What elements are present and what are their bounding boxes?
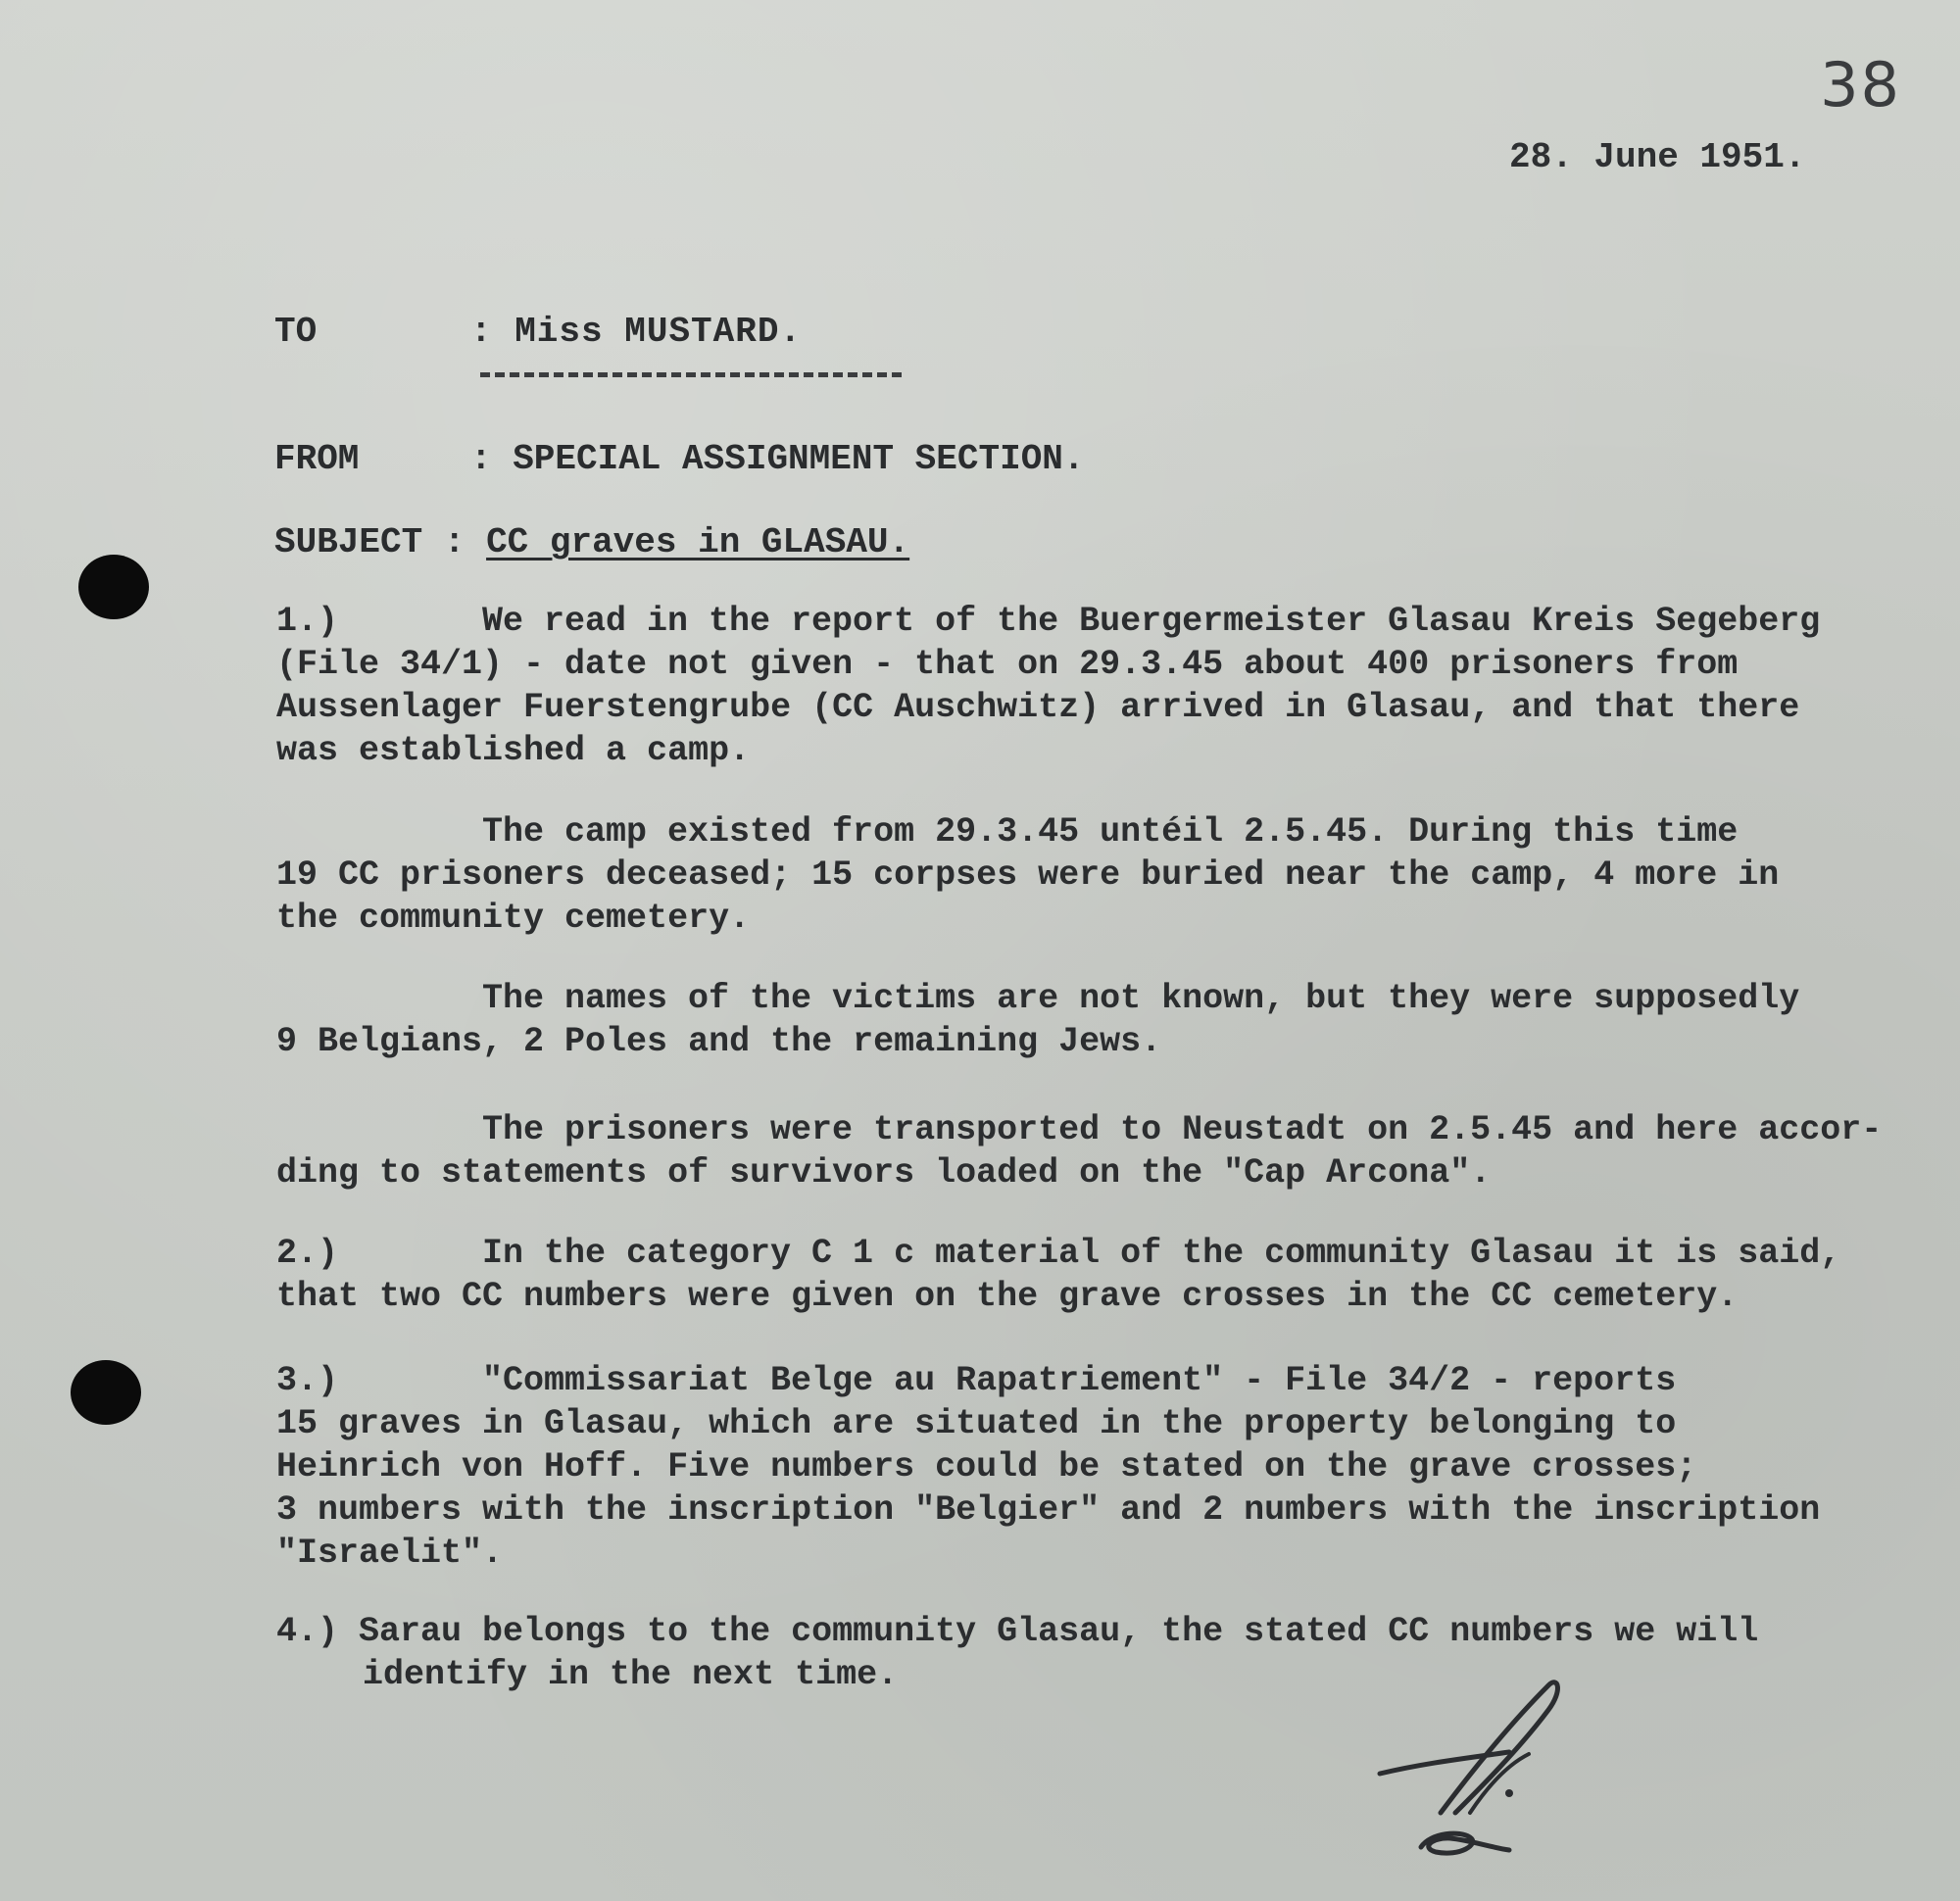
- paragraph-2: [276, 810, 1825, 940]
- paragraph-text: We read in the report of the Buergermeister Glasau Kreis Segeberg: [482, 602, 1821, 641]
- paragraph-text: The prisoners were transported to Neustadt on 2.5.45 and here accor-: [482, 1110, 1883, 1149]
- paragraph-line: Aussenlager Fuerstengrube (CC Auschwitz) arrived in Glasau, and that there: [276, 688, 1800, 727]
- to-underline-rule: [480, 372, 902, 377]
- paragraph-text: "Commissariat Belge au Rapatriement" - File 34/2 - reports: [482, 1361, 1677, 1400]
- paragraph-line: (File 34/1) - date not given - that on 29.3.45 about 400 prisoners from: [276, 645, 1739, 684]
- from-label: FROM: [274, 439, 360, 479]
- subject-label: SUBJECT: [274, 522, 423, 562]
- paragraph-line: identify in the next time.: [363, 1655, 899, 1694]
- handwritten-signature: [1362, 1666, 1578, 1862]
- from-value: : SPECIAL ASSIGNMENT SECTION.: [470, 439, 1085, 479]
- paragraph-line: [276, 977, 1825, 1020]
- paragraph-line: Heinrich von Hoff. Five numbers could be stated on the grave crosses;: [276, 1447, 1697, 1487]
- memo-date: 28. June 1951.: [1509, 137, 1806, 177]
- to-line: [274, 312, 802, 352]
- paragraph-1: [276, 600, 1825, 772]
- paragraph-line: the community cemetery.: [276, 899, 751, 938]
- paragraph-3: [276, 977, 1825, 1063]
- paragraph-4: [276, 1108, 1883, 1194]
- paragraph-text: The camp existed from 29.3.45 untéil 2.5.45. During this time: [482, 812, 1739, 852]
- to-label: TO: [274, 312, 318, 352]
- paragraph-line: 19 CC prisoners deceased; 15 corpses were buried near the camp, 4 more in: [276, 855, 1780, 895]
- punch-hole-bottom: [71, 1360, 141, 1425]
- paragraph-line: [276, 600, 1825, 643]
- paragraph-number: 1.): [276, 602, 339, 641]
- subject-line: [274, 522, 909, 562]
- to-recipient-name: MUSTARD.: [624, 312, 803, 352]
- paragraph-line: [276, 1359, 1825, 1402]
- paragraph-line: that two CC numbers were given on the grave crosses in the CC cemetery.: [276, 1277, 1739, 1316]
- paragraph-line: 15 graves in Glasau, which are situated in the property belonging to: [276, 1404, 1677, 1443]
- paragraph-line: "Israelit".: [276, 1534, 504, 1573]
- paragraph-line: [276, 1610, 1825, 1653]
- paragraph-number: 3.): [276, 1361, 339, 1400]
- paragraph-line: [276, 810, 1825, 853]
- paragraph-line: was established a camp.: [276, 731, 751, 770]
- paragraph-number: 2.): [276, 1234, 339, 1273]
- paragraph-line: [276, 1108, 1883, 1151]
- paragraph-line: 3 numbers with the inscription "Belgier" and 2 numbers with the inscription: [276, 1490, 1821, 1530]
- paragraph-text: The names of the victims are not known, but they were supposedly: [482, 979, 1800, 1018]
- subject-colon: :: [443, 522, 466, 562]
- paragraph-7: [276, 1610, 1825, 1696]
- paragraph-number: 4.): [276, 1612, 339, 1651]
- subject-value: CC graves in GLASAU.: [486, 522, 910, 562]
- paragraph-line: [276, 1232, 1841, 1275]
- punch-hole-top: [78, 555, 149, 619]
- paragraph-text: In the category C 1 c material of the community Glasau it is said,: [482, 1234, 1841, 1273]
- paragraph-line: 9 Belgians, 2 Poles and the remaining Jews.: [276, 1022, 1162, 1061]
- paragraph-6: [276, 1359, 1825, 1575]
- to-prefix: : Miss: [470, 312, 604, 352]
- paragraph-text: Sarau belongs to the community Glasau, the stated CC numbers we will: [359, 1612, 1759, 1651]
- from-line: [274, 439, 1085, 479]
- paragraph-line: ding to statements of survivors loaded on the "Cap Arcona".: [276, 1153, 1492, 1193]
- paragraph-5: [276, 1232, 1841, 1318]
- folio-number: 38: [1820, 49, 1901, 121]
